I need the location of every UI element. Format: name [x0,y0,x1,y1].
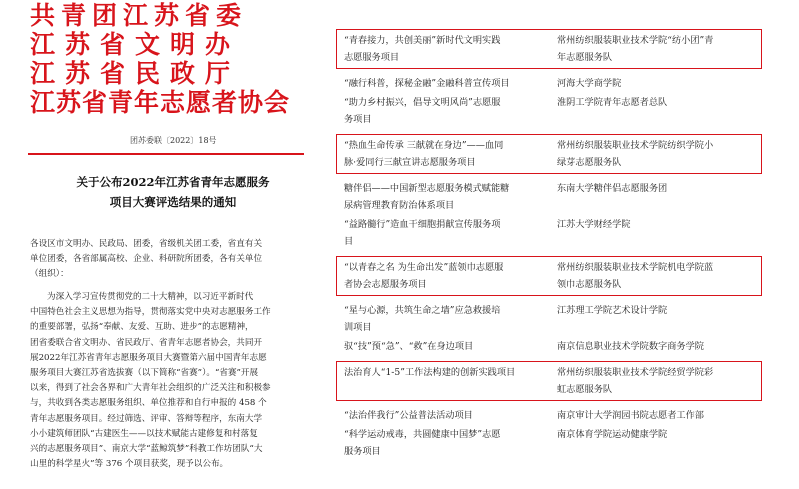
red-divider [28,153,304,155]
notice-title [38,172,308,212]
body-line: 青年志愿服务项目。经过筛选、评审、答辩等程序，东南大学 [30,413,263,424]
issuer-line: 江苏省文明办 [30,30,241,59]
project-name-line: 目 [344,236,354,247]
organization-name [557,94,763,111]
table-row [336,75,766,92]
table-row [336,94,766,128]
project-name-line: 务项目 [344,114,372,125]
organization-name [557,259,763,293]
project-name-line: 者协会志愿服务项目 [344,279,427,290]
project-name [344,259,552,293]
project-name [344,364,552,381]
organization-name-line: 常州纺织服装职业技术学院纺织学院小 [557,140,714,151]
organization-name-line: 年志愿服务队 [557,52,613,63]
project-name-line: 训项目 [344,322,372,333]
body-line: 为深入学习宣传贯彻党的二十大精神，以习近平新时代 [47,292,254,302]
organization-name-line: 常州纺织服装职业技术学院机电学院蓝 [557,262,714,273]
project-name-line: “融行科普，探秘金融”金融科普宣传项目 [344,78,510,89]
project-name-line: “科学运动戒毒，共圆健康中国梦”志愿 [344,429,501,440]
table-row [336,137,766,171]
table-row [336,426,766,460]
organization-name [557,180,763,197]
organization-name [557,32,763,66]
body-line: 与，共收到各类志愿服务组织、单位推荐和自行申报的 458 个 [30,398,267,409]
body-line: 的重要部署，弘扬“奉献、友爱、互助、进步”的志愿精神， [30,322,254,333]
table-row [336,259,766,293]
organization-name [557,407,763,424]
table-row [336,180,766,214]
recipient-line: 单位团委，各省部属高校、企业、科研院所团委，各有关单位 [30,254,263,265]
project-name-line: “热血生命传承 三献就在身边”——血同 [344,140,504,151]
recipient-line: （组织）： [30,269,69,280]
organization-name-line: 淮阴工学院青年志愿者总队 [557,97,668,108]
organization-name [557,426,763,443]
project-name-line: 法治育人“1-5”工作法构建的创新实践项目 [344,367,516,378]
body-line: 兴的志愿服务项目”、南京大学“蓝鲸筑梦”科教工作坊团队“大 [30,444,263,455]
issuer-line: 江苏省民政厅 [30,59,241,88]
project-name [344,75,552,92]
organization-name-line: 南京体育学院运动健康学院 [557,429,668,440]
body-line: 小小建筑师团队“古建医生——以技术赋能古建修复和村落复 [30,428,258,439]
project-name [344,32,552,66]
organization-name-line: 南京审计大学润园书院志愿者工作部 [557,410,704,421]
project-name [344,216,552,250]
organization-name [557,364,763,398]
notice-title-line: 项目大赛评选结果的通知 [109,195,237,209]
organization-name-line: 领巾志愿服务队 [557,279,622,290]
organization-name-line: 绿芽志愿服务队 [557,157,622,168]
body-paragraph [30,290,300,472]
organization-name-line: 东南大学糖伴侣志愿服务团 [557,183,668,194]
organization-name-line: 常州纺织服装职业技术学院“纺小团”青 [557,35,714,46]
project-name-line: 志愿服务项目 [344,52,400,63]
table-row [336,302,766,336]
recipients [30,237,300,283]
project-name-line: “星与心源，共筑生命之墙”应急救援培 [344,305,501,316]
project-name [344,426,552,460]
body-line: 山里的科学星火”等 376 个项目获奖，现予以公布。 [30,459,229,470]
body-line: 服务项目大赛江苏省选拔赛（以下简称“省赛”）。“省赛”开展 [30,368,259,379]
organization-name-line: 虹志愿服务队 [557,384,613,395]
table-row [336,216,766,250]
body-line: 团省委联合省文明办、省民政厅、省青年志愿者协会，共同开 [30,337,263,348]
issuer-line: 共青团江苏省委 [30,1,248,30]
notice-document [0,0,325,489]
organization-name [557,75,763,92]
issuer-line: 江苏省青年志愿者协会 [30,88,291,117]
organization-name [557,137,763,171]
project-name-line: 服务项目 [344,446,381,457]
project-name [344,302,552,336]
organization-name [557,216,763,233]
organization-name-line: 江苏理工学院艺术设计学院 [557,305,668,316]
recipient-line: 各设区市文明办、民政局、团委，省级机关团工委，省直有关 [30,239,263,249]
table-row [336,407,766,424]
project-name-line: “法治伴我行”公益普法活动项目 [344,410,473,421]
project-name [344,137,552,171]
document-number: 团苏委联〔2022〕18号 [130,136,217,145]
project-name-line: “以青春之名 为生命出发”蓝领巾志愿服 [344,262,504,273]
project-name-line: 尿病管理教育防治体系项目 [344,200,455,211]
project-name-line: “益路髓行”造血干细胞捐献宣传服务项 [344,219,501,230]
project-name-line: 驭“技”预“急”、“救”在身边项目 [344,341,474,352]
project-list [336,32,772,472]
body-line: 以来，得到了社会各界和广大青年社会组织的广泛关注和积极参 [30,383,271,394]
notice-title-line: 关于公布2022年江苏省青年志愿服务 [76,175,270,189]
organization-name [557,302,763,319]
body-line: 中国特色社会主义思想为指导，贯彻落实党中央对志愿服务工作 [30,307,271,318]
project-name-line: “青春接力，共创美丽”新时代文明实践 [344,35,501,46]
table-row [336,338,766,355]
project-name [344,338,552,355]
project-name [344,180,552,214]
project-name [344,407,552,424]
organization-name-line: 南京信息职业技术学院数字商务学院 [557,341,704,352]
table-row [336,364,766,398]
body-line: 展2022年江苏省青年志愿服务项目大赛暨第六届中国青年志愿 [30,352,267,363]
organization-name-line: 江苏大学财经学院 [557,219,631,230]
project-name-line: 糖伴侣——中国新型志愿服务模式赋能糖 [344,183,510,194]
organization-name [557,338,763,355]
project-name [344,94,552,128]
project-name-line: “助力乡村振兴，倡导文明风尚”志愿服 [344,97,501,108]
organization-name-line: 常州纺织服装职业技术学院经贸学院彩 [557,367,714,378]
project-name-line: 脉·爱同行三献宣讲志愿服务项目 [344,157,476,168]
organization-name-line: 河海大学商学院 [557,78,622,89]
table-row [336,32,766,66]
